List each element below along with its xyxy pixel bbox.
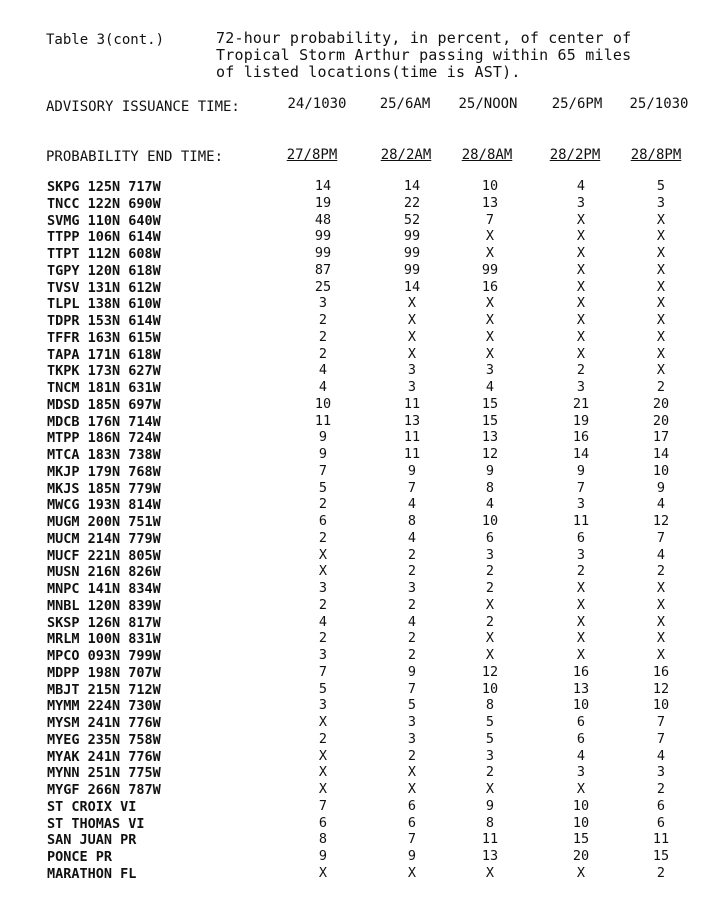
probability-cell: 52 xyxy=(403,211,421,228)
probability-cell: 7 xyxy=(318,663,328,680)
probability-cell: 13 xyxy=(481,848,499,864)
probability-cell: X xyxy=(485,312,495,328)
probability-cell: 99 xyxy=(314,228,332,245)
end-time-4: 28/2PM xyxy=(549,147,601,163)
location-label: ST THOMAS VI xyxy=(47,815,145,832)
probability-cell: 14 xyxy=(652,446,670,462)
probability-cell: 10 xyxy=(652,697,670,714)
location-label: SKSP 126N 817W xyxy=(47,614,161,631)
table-label: Table 3(cont.) xyxy=(46,32,165,48)
probability-cell: X xyxy=(407,781,417,797)
probability-cell: 20 xyxy=(572,848,590,864)
location-label: SKPG 125N 717W xyxy=(47,179,161,195)
probability-cell: 3 xyxy=(485,362,495,379)
probability-cell: X xyxy=(656,261,666,278)
probability-cell: 9 xyxy=(576,462,586,479)
probability-cell: 7 xyxy=(318,797,328,814)
probability-cell: 7 xyxy=(656,730,666,747)
probability-cell: 17 xyxy=(652,429,670,446)
probability-end-label: PROBABILITY END TIME: xyxy=(46,149,224,165)
probability-cell: 10 xyxy=(572,814,590,831)
location-label: MUCF 221N 805W xyxy=(47,547,161,564)
probability-cell: 2 xyxy=(318,345,328,362)
probability-cell: 14 xyxy=(403,278,421,295)
location-label: MPCO 093N 799W xyxy=(47,648,161,664)
probability-cell: 4 xyxy=(407,613,417,630)
location-label: MDSD 185N 697W xyxy=(47,396,161,413)
probability-cell: X xyxy=(318,546,328,563)
location-label: MUSN 216N 826W xyxy=(47,564,161,581)
probability-cell: 6 xyxy=(656,814,666,831)
probability-cell: 4 xyxy=(656,747,666,764)
probability-cell: X xyxy=(656,245,666,261)
advisory-time-4: 25/6PM xyxy=(551,96,603,112)
probability-cell: 5 xyxy=(318,680,328,697)
location-label: MUGM 200N 751W xyxy=(47,514,161,530)
probability-cell: 4 xyxy=(407,496,417,513)
probability-cell: 2 xyxy=(318,630,328,647)
probability-cell: 5 xyxy=(485,714,495,730)
probability-cell: X xyxy=(576,261,586,278)
probability-cell: 2 xyxy=(318,730,328,747)
probability-cell: 4 xyxy=(318,613,328,630)
location-label: SVMG 110N 640W xyxy=(47,212,161,229)
location-label: MDCB 176N 714W xyxy=(47,413,161,430)
location-label: SAN JUAN PR xyxy=(47,832,137,849)
probability-cell: 20 xyxy=(652,412,670,429)
probability-cell: 2 xyxy=(318,529,328,546)
probability-cell: 48 xyxy=(314,211,332,228)
probability-cell: 99 xyxy=(403,261,421,278)
probability-cell: 10 xyxy=(481,178,499,194)
probability-cell: 9 xyxy=(318,446,328,462)
location-label: TDPR 153N 614W xyxy=(47,313,161,329)
probability-cell: 7 xyxy=(485,211,495,228)
location-label: MYMM 224N 730W xyxy=(47,698,161,715)
location-label: MNBL 120N 839W xyxy=(47,597,161,614)
probability-cell: 6 xyxy=(318,513,328,529)
probability-cell: 3 xyxy=(407,714,417,730)
probability-cell: 5 xyxy=(318,479,328,496)
probability-cell: 3 xyxy=(656,194,666,211)
probability-cell: X xyxy=(656,295,666,312)
probability-cell: 3 xyxy=(407,730,417,747)
probability-cell: X xyxy=(576,245,586,261)
probability-cell: X xyxy=(576,328,586,345)
probability-cell: 15 xyxy=(652,848,670,864)
probability-cell: 9 xyxy=(318,848,328,864)
probability-cell: X xyxy=(318,764,328,781)
location-label: TVSV 131N 612W xyxy=(47,279,161,296)
probability-cell: X xyxy=(407,345,417,362)
probability-cell: 9 xyxy=(656,479,666,496)
probability-cell: X xyxy=(318,714,328,730)
location-label: MTCA 183N 738W xyxy=(47,447,161,463)
probability-cell: 16 xyxy=(572,663,590,680)
probability-cell: 9 xyxy=(318,429,328,446)
probability-cell: X xyxy=(656,580,666,596)
probability-cell: 7 xyxy=(576,479,586,496)
probability-cell: X xyxy=(485,630,495,647)
probability-cell: 3 xyxy=(318,647,328,663)
end-time-5: 28/8PM xyxy=(630,147,682,163)
probability-cell: 7 xyxy=(407,831,417,848)
probability-cell: X xyxy=(576,647,586,663)
probability-cell: 16 xyxy=(572,429,590,446)
advisory-time-2: 25/6AM xyxy=(379,96,431,112)
location-label: MYSM 241N 776W xyxy=(47,715,161,731)
location-label: MRLM 100N 831W xyxy=(47,631,161,648)
probability-cell: 5 xyxy=(656,178,666,194)
probability-cell: X xyxy=(656,278,666,295)
probability-cell: 11 xyxy=(481,831,499,848)
probability-cell: 11 xyxy=(572,513,590,529)
probability-cell: 10 xyxy=(652,462,670,479)
probability-cell: X xyxy=(656,596,666,613)
probability-cell: 5 xyxy=(485,730,495,747)
probability-cell: 7 xyxy=(407,680,417,697)
probability-cell: 2 xyxy=(485,580,495,596)
probability-cell: 2 xyxy=(576,563,586,580)
location-label: MKJS 185N 779W xyxy=(47,480,161,497)
probability-cell: 3 xyxy=(407,362,417,379)
probability-cell: 8 xyxy=(318,831,328,848)
probability-cell: X xyxy=(485,228,495,245)
probability-cell: X xyxy=(485,345,495,362)
probability-cell: 6 xyxy=(576,529,586,546)
probability-cell: X xyxy=(407,328,417,345)
probability-cell: 19 xyxy=(572,412,590,429)
end-time-1: 27/8PM xyxy=(286,147,338,163)
probability-cell: X xyxy=(576,630,586,647)
end-time-2: 28/2AM xyxy=(380,147,432,163)
probability-cell: 10 xyxy=(314,395,332,412)
location-label: TFFR 163N 615W xyxy=(47,329,161,346)
probability-cell: X xyxy=(576,278,586,295)
probability-cell: X xyxy=(485,864,495,881)
probability-cell: 6 xyxy=(656,797,666,814)
probability-cell: 7 xyxy=(407,479,417,496)
probability-cell: 11 xyxy=(403,395,421,412)
probability-cell: X xyxy=(656,228,666,245)
probability-cell: X xyxy=(656,647,666,663)
location-label: TTPP 106N 614W xyxy=(47,229,161,246)
probability-cell: 99 xyxy=(314,245,332,261)
probability-cell: 87 xyxy=(314,261,332,278)
probability-cell: 12 xyxy=(481,446,499,462)
probability-cell: 3 xyxy=(576,496,586,513)
probability-cell: 2 xyxy=(407,546,417,563)
probability-cell: 12 xyxy=(652,513,670,529)
probability-cell: 4 xyxy=(407,529,417,546)
advisory-time-5: 25/1030 xyxy=(629,96,689,112)
probability-cell: 3 xyxy=(318,295,328,312)
probability-cell: 14 xyxy=(403,178,421,194)
probability-cell: 2 xyxy=(656,563,666,580)
probability-cell: 8 xyxy=(485,697,495,714)
probability-cell: X xyxy=(485,328,495,345)
probability-cell: X xyxy=(485,245,495,261)
probability-cell: 4 xyxy=(656,546,666,563)
location-label: TTPT 112N 608W xyxy=(47,246,161,262)
probability-cell: X xyxy=(407,764,417,781)
probability-cell: 2 xyxy=(407,747,417,764)
location-label: MKJP 179N 768W xyxy=(47,463,161,480)
probability-cell: 3 xyxy=(576,764,586,781)
probability-cell: X xyxy=(407,312,417,328)
location-label: PONCE PR xyxy=(47,849,113,865)
location-label: MYAK 241N 776W xyxy=(47,748,161,765)
probability-cell: 2 xyxy=(576,362,586,379)
probability-cell: X xyxy=(656,630,666,647)
probability-cell: 99 xyxy=(481,261,499,278)
probability-cell: 22 xyxy=(403,194,421,211)
location-label: MNPC 141N 834W xyxy=(47,581,161,597)
probability-cell: 15 xyxy=(481,395,499,412)
table-title-line-2: Tropical Storm Arthur passing within 65 miles xyxy=(216,46,632,64)
location-label: MDPP 198N 707W xyxy=(47,664,161,681)
probability-cell: 9 xyxy=(407,663,417,680)
probability-cell: X xyxy=(576,295,586,312)
probability-cell: 2 xyxy=(485,764,495,781)
probability-cell: 2 xyxy=(407,647,417,663)
location-label: MYEG 235N 758W xyxy=(47,731,161,748)
probability-cell: 7 xyxy=(318,462,328,479)
probability-cell: 3 xyxy=(318,697,328,714)
probability-cell: 2 xyxy=(407,563,417,580)
probability-cell: 4 xyxy=(485,496,495,513)
probability-cell: 6 xyxy=(318,814,328,831)
probability-cell: 6 xyxy=(407,814,417,831)
probability-cell: 20 xyxy=(652,395,670,412)
probability-cell: X xyxy=(656,362,666,379)
probability-cell: 2 xyxy=(485,613,495,630)
location-label: TGPY 120N 618W xyxy=(47,262,161,279)
location-label: MUCM 214N 779W xyxy=(47,530,161,547)
probability-cell: 3 xyxy=(576,379,586,395)
probability-cell: 2 xyxy=(485,563,495,580)
probability-cell: 11 xyxy=(403,429,421,446)
probability-cell: 14 xyxy=(572,446,590,462)
probability-cell: 5 xyxy=(407,697,417,714)
probability-cell: 2 xyxy=(656,781,666,797)
probability-cell: X xyxy=(407,864,417,881)
probability-cell: 3 xyxy=(485,546,495,563)
probability-cell: 11 xyxy=(652,831,670,848)
probability-cell: 13 xyxy=(572,680,590,697)
probability-cell: 16 xyxy=(481,278,499,295)
probability-cell: 6 xyxy=(407,797,417,814)
probability-cell: 4 xyxy=(656,496,666,513)
probability-cell: X xyxy=(485,647,495,663)
location-label: TNCC 122N 690W xyxy=(47,195,161,212)
probability-cell: 2 xyxy=(318,312,328,328)
probability-cell: 19 xyxy=(314,194,332,211)
probability-cell: 12 xyxy=(652,680,670,697)
probability-cell: X xyxy=(576,613,586,630)
probability-cell: 13 xyxy=(403,412,421,429)
end-time-3: 28/8AM xyxy=(461,147,513,163)
location-label: MYGF 266N 787W xyxy=(47,782,161,798)
probability-cell: 4 xyxy=(576,747,586,764)
probability-cell: 25 xyxy=(314,278,332,295)
probability-cell: X xyxy=(318,563,328,580)
probability-cell: 15 xyxy=(572,831,590,848)
probability-cell: 10 xyxy=(572,697,590,714)
probability-cell: X xyxy=(576,864,586,881)
probability-cell: 6 xyxy=(576,730,586,747)
location-label: MARATHON FL xyxy=(47,865,137,882)
probability-cell: X xyxy=(318,781,328,797)
probability-cell: 13 xyxy=(481,429,499,446)
probability-cell: 6 xyxy=(485,529,495,546)
location-label: MWCG 193N 814W xyxy=(47,497,161,514)
advisory-issuance-label: ADVISORY ISSUANCE TIME: xyxy=(46,99,240,115)
probability-cell: 11 xyxy=(314,412,332,429)
probability-cell: 8 xyxy=(485,479,495,496)
probability-cell: 10 xyxy=(572,797,590,814)
probability-cell: 10 xyxy=(481,513,499,529)
probability-cell: X xyxy=(485,596,495,613)
probability-cell: 21 xyxy=(572,395,590,412)
probability-cell: 8 xyxy=(407,513,417,529)
probability-cell: 10 xyxy=(481,680,499,697)
probability-cell: 3 xyxy=(407,580,417,596)
probability-cell: 2 xyxy=(407,630,417,647)
location-label: TAPA 171N 618W xyxy=(47,346,161,363)
probability-cell: X xyxy=(656,312,666,328)
probability-cell: 7 xyxy=(656,714,666,730)
probability-cell: 4 xyxy=(576,178,586,194)
probability-cell: 3 xyxy=(576,194,586,211)
location-label: TNCM 181N 631W xyxy=(47,380,161,396)
probability-cell: 9 xyxy=(485,462,495,479)
probability-cell: 3 xyxy=(407,379,417,395)
probability-cell: X xyxy=(485,781,495,797)
probability-cell: X xyxy=(318,747,328,764)
probability-cell: 7 xyxy=(656,529,666,546)
probability-cell: X xyxy=(407,295,417,312)
probability-cell: 2 xyxy=(318,328,328,345)
probability-cell: X xyxy=(656,211,666,228)
location-label: TKPK 173N 627W xyxy=(47,363,161,380)
probability-cell: 2 xyxy=(656,379,666,395)
probability-cell: 3 xyxy=(656,764,666,781)
probability-cell: 2 xyxy=(407,596,417,613)
probability-cell: X xyxy=(576,580,586,596)
advisory-time-1: 24/1030 xyxy=(287,96,347,112)
probability-cell: 2 xyxy=(318,496,328,513)
probability-cell: 15 xyxy=(481,412,499,429)
probability-cell: 8 xyxy=(485,814,495,831)
probability-cell: 2 xyxy=(318,596,328,613)
probability-cell: X xyxy=(576,312,586,328)
probability-cell: 9 xyxy=(407,462,417,479)
probability-cell: 12 xyxy=(481,663,499,680)
probability-cell: 4 xyxy=(485,379,495,395)
advisory-time-3: 25/NOON xyxy=(458,96,518,112)
probability-cell: 9 xyxy=(407,848,417,864)
probability-cell: 3 xyxy=(576,546,586,563)
probability-cell: 14 xyxy=(314,178,332,194)
probability-cell: 11 xyxy=(403,446,421,462)
probability-cell: 4 xyxy=(318,362,328,379)
table-title-line-3: of listed locations(time is AST). xyxy=(216,63,521,81)
probability-cell: X xyxy=(485,295,495,312)
location-label: MBJT 215N 712W xyxy=(47,681,161,698)
probability-cell: 6 xyxy=(576,714,586,730)
probability-cell: X xyxy=(576,596,586,613)
probability-cell: 16 xyxy=(652,663,670,680)
probability-cell: 3 xyxy=(318,580,328,596)
probability-cell: 99 xyxy=(403,228,421,245)
probability-cell: X xyxy=(656,613,666,630)
location-label: TLPL 138N 610W xyxy=(47,296,161,313)
probability-cell: X xyxy=(656,345,666,362)
location-label: MTPP 186N 724W xyxy=(47,430,161,447)
probability-cell: 13 xyxy=(481,194,499,211)
probability-cell: X xyxy=(318,864,328,881)
probability-cell: 99 xyxy=(403,245,421,261)
probability-cell: X xyxy=(576,781,586,797)
location-label: ST CROIX VI xyxy=(47,798,137,815)
probability-cell: 2 xyxy=(656,864,666,881)
probability-cell: X xyxy=(576,211,586,228)
probability-cell: 9 xyxy=(485,797,495,814)
probability-cell: X xyxy=(656,328,666,345)
probability-cell: X xyxy=(576,228,586,245)
location-label: MYNN 251N 775W xyxy=(47,765,161,782)
probability-cell: 3 xyxy=(485,747,495,764)
table-title-line-1: 72-hour probability, in percent, of center of xyxy=(216,29,632,47)
probability-cell: 4 xyxy=(318,379,328,395)
probability-cell: X xyxy=(576,345,586,362)
